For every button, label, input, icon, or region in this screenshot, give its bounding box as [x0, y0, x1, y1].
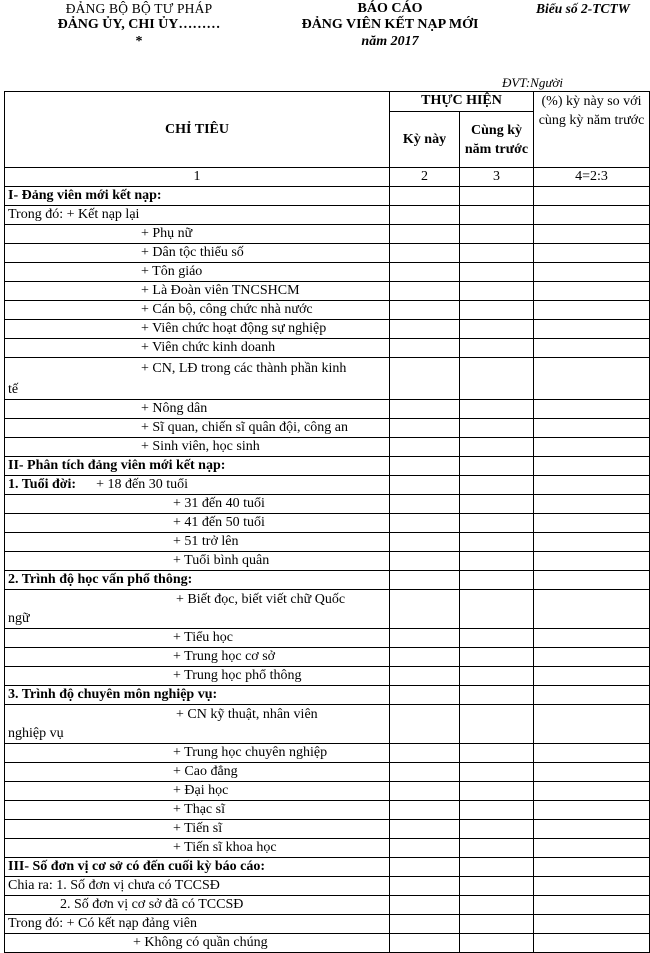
- row-label: + 41 đến 50 tuổi: [5, 514, 390, 533]
- unit-label: ĐVT:Người: [502, 75, 563, 90]
- col-number-3: 3: [460, 168, 534, 187]
- header-same-period: Cùng kỳ năm trước: [460, 112, 534, 168]
- row-label-continuation: nghiệp vụ: [8, 726, 64, 741]
- row-label: + Tiến sĩ khoa học: [5, 839, 390, 858]
- row-label-continuation: ngữ: [8, 611, 30, 626]
- row-age: [5, 476, 390, 495]
- row-label: II- Phân tích đảng viên mới kết nạp:: [5, 457, 390, 476]
- row-label: + 18 đến 30 tuổi: [96, 477, 188, 492]
- row-label: 1. Tuổi đời:: [8, 477, 77, 492]
- col-number-1: 1: [5, 168, 390, 187]
- row-label: + Sĩ quan, chiến sĩ quân đội, công an: [5, 419, 390, 438]
- row-label: + 31 đến 40 tuổi: [5, 495, 390, 514]
- row-label: + Trung học cơ sở: [5, 648, 390, 667]
- form-code: Biểu số 2-TCTW: [536, 1, 630, 16]
- header-this-period: Kỳ này: [390, 112, 460, 168]
- row-label: + Tôn giáo: [5, 263, 390, 282]
- row-label: 3. Trình độ chuyên môn nghiệp vụ:: [5, 686, 390, 705]
- row-label: + Nông dân: [5, 400, 390, 419]
- row-label: + Biết đọc, biết viết chữ Quốc: [176, 592, 346, 607]
- row-label: Chia ra: 1. Số đơn vị chưa có TCCSĐ: [5, 877, 390, 896]
- row-label: + CN, LĐ trong các thành phần kinh: [141, 361, 347, 376]
- row-label-wrapped: [5, 358, 390, 400]
- organization-star: *: [135, 34, 143, 49]
- organization-line-2: ĐẢNG ỦY, CHI ỦY………: [57, 17, 221, 32]
- report-title: BÁO CÁO: [357, 1, 423, 16]
- row-label: III- Số đơn vị cơ sở có đến cuối kỳ báo cáo:: [5, 858, 390, 877]
- row-label: + Tiểu học: [5, 629, 390, 648]
- report-table: [4, 91, 650, 953]
- header-percent: (%) kỳ này so với cùng kỳ năm trước: [534, 92, 650, 168]
- header-indicator: CHỈ TIÊU: [5, 92, 390, 168]
- row-label: + Phụ nữ: [5, 225, 390, 244]
- col-number-2: 2: [390, 168, 460, 187]
- row-label: + Viên chức kinh doanh: [5, 339, 390, 358]
- row-label: Trong đó: + Kết nạp lại: [5, 206, 390, 225]
- row-label: 2. Số đơn vị cơ sở đã có TCCSĐ: [5, 896, 390, 915]
- report-year: năm 2017: [361, 34, 419, 49]
- row-label: + Sinh viên, học sinh: [5, 438, 390, 457]
- organization-line-1: ĐẢNG BỘ BỘ TƯ PHÁP: [65, 1, 213, 16]
- header-implementation: THỰC HIỆN: [390, 92, 534, 112]
- row-label: Trong đó: + Có kết nạp đảng viên: [5, 915, 390, 934]
- row-label: + Thạc sĩ: [5, 801, 390, 820]
- row-label: + Không có quần chúng: [5, 934, 390, 953]
- row-label: + Là Đoàn viên TNCSHCM: [5, 282, 390, 301]
- row-label-continuation: tế: [8, 382, 19, 397]
- col-number-4: 4=2:3: [534, 168, 650, 187]
- row-label: + Viên chức hoạt động sự nghiệp: [5, 320, 390, 339]
- row-label-wrapped: [5, 705, 390, 744]
- row-label: + 51 trở lên: [5, 533, 390, 552]
- row-label: + Tuổi bình quân: [5, 552, 390, 571]
- row-label: + Tiến sĩ: [5, 820, 390, 839]
- report-subtitle: ĐẢNG VIÊN KẾT NẠP MỚI: [301, 17, 479, 32]
- row-label: + Đại học: [5, 782, 390, 801]
- row-label: + CN kỹ thuật, nhân viên: [176, 707, 318, 722]
- row-label: + Cao đẳng: [5, 763, 390, 782]
- row-label-wrapped: [5, 590, 390, 629]
- row-label: 2. Trình độ học vấn phổ thông:: [5, 571, 390, 590]
- row-label: + Dân tộc thiểu số: [5, 244, 390, 263]
- row-label: + Cán bộ, công chức nhà nước: [5, 301, 390, 320]
- row-label: I- Đảng viên mới kết nạp:: [5, 187, 390, 206]
- row-label: + Trung học chuyên nghiệp: [5, 744, 390, 763]
- row-label: + Trung học phổ thông: [5, 667, 390, 686]
